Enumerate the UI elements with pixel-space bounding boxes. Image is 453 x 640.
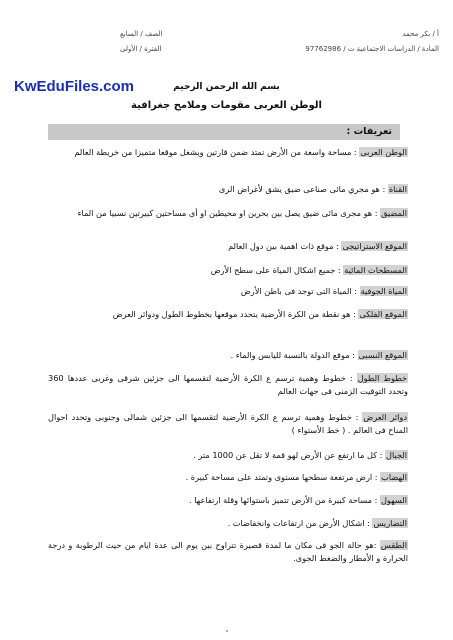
definition-item <box>48 411 408 436</box>
definition-text: : خطوط وهمية ترسم ع الكرة الأرضية لتقسمها الى جزئين شمالى وجنوبى وتحدد احوال المناخ فى العالم . ( خط الأستواء ) <box>48 412 408 435</box>
definition-item <box>48 240 408 253</box>
definition-item <box>48 494 408 507</box>
definition-text: : مساحة واسعة من الأرض تمتد ضمن قارتين ويشغل موقعا متميزا من خريطة العالم <box>74 147 360 157</box>
definition-term: السهول <box>380 495 407 505</box>
definition-term: التضاريس <box>373 518 407 528</box>
definition-item <box>48 285 408 298</box>
definition-item <box>48 308 408 321</box>
footer-mark <box>226 630 228 632</box>
header-period: الفترة / الأولى <box>120 45 162 53</box>
definition-text: : جميع اشكال المياة على سطح الأرض <box>210 265 344 275</box>
definition-term: الجبال <box>386 450 407 460</box>
definition-term: الطقس <box>380 540 407 550</box>
page-title: الوطن العربى مقومات وملامح جغرافية <box>131 100 322 111</box>
definition-item <box>48 207 408 220</box>
definition-term: الموقع الاستراتيجى <box>342 241 407 251</box>
definition-text: : المياة التى توجد فى باطن الأرض <box>240 286 360 296</box>
definition-term: الموقع النسبى <box>358 350 407 360</box>
definition-item <box>48 449 408 462</box>
header-teacher: أ / بكر محمد <box>402 30 439 38</box>
definition-term: دوائر العرض <box>363 412 407 422</box>
definition-text: : اشكال الأرض من ارتفاعات وانخفاضات . <box>227 518 373 528</box>
definition-text: : هو مجرى مائى ضيق يصل بين بحرين او محيطين او أى مساحتين كبيرتين نسبيا من الماء <box>77 208 381 218</box>
definition-term: القناة <box>388 184 407 194</box>
definition-text: :هو حالة الجو فى مكان ما لمدة قصيرة تتراوح بين يوم الى عدة ايام من حيث الرطوبة و درجة الحرارة و الأمطار والضغط الجوى. <box>48 540 408 563</box>
basmala: بسم الله الرحمن الرحيم <box>173 82 280 92</box>
definition-item <box>48 146 408 159</box>
definition-item <box>48 372 408 397</box>
definition-term: خطوط الطول <box>357 373 407 383</box>
definition-item <box>48 539 408 564</box>
header-subject: المادة / الدراسات الاجتماعية ت / 97762986 <box>305 45 439 53</box>
definition-term: الهضاب <box>381 472 407 482</box>
definition-term: المسطحات المائية <box>344 265 407 275</box>
definition-term: الوطن العربى <box>360 147 407 157</box>
definition-term: الموقع الفلكى <box>359 309 407 319</box>
definition-text: : ارض مرتفعة سطحها مستوى وتمتد على مساحة كبيرة . <box>185 472 381 482</box>
definition-text: : موقع ذات اهمية بين دول العالم <box>228 241 342 251</box>
definition-item <box>48 183 408 196</box>
definition-item <box>48 471 408 484</box>
definition-term: المياة الجوفية <box>360 286 407 296</box>
definition-text: : هو مجري مائى صناعى ضيق يشق لأغراض الرى <box>218 184 388 194</box>
definitions-header: تعريفات : <box>48 124 400 140</box>
definition-item <box>48 349 408 362</box>
definition-item <box>48 264 408 277</box>
definition-text: : هو نقطة من الكرة الأرضية يتحدد موقعها بخطوط الطول ودوائر العرض <box>112 309 359 319</box>
watermark: KwEduFiles.com <box>14 78 135 95</box>
definition-text: : موقع الدولة بالنسبة لليابس والماء . <box>230 350 358 360</box>
definition-item <box>48 517 408 530</box>
definition-text: : مساحة كبيرة من الأرض تتميز باستوائها وقلة ارتفاعها . <box>188 495 380 505</box>
definition-term: المضيق <box>381 208 407 218</box>
header-grade: الصف / السابع <box>120 30 163 38</box>
definition-text: : خطوط وهمية ترسم ع الكرة الأرضية لتقسمها الى جزئين شرقى وغربى عددها 360 وتحدد التوقيت الزمنى فى جهات العالم <box>48 373 408 396</box>
definition-text: : كل ما ارتفع عن الأرض لهو قمة لا تقل عن 1000 متر . <box>193 450 386 460</box>
